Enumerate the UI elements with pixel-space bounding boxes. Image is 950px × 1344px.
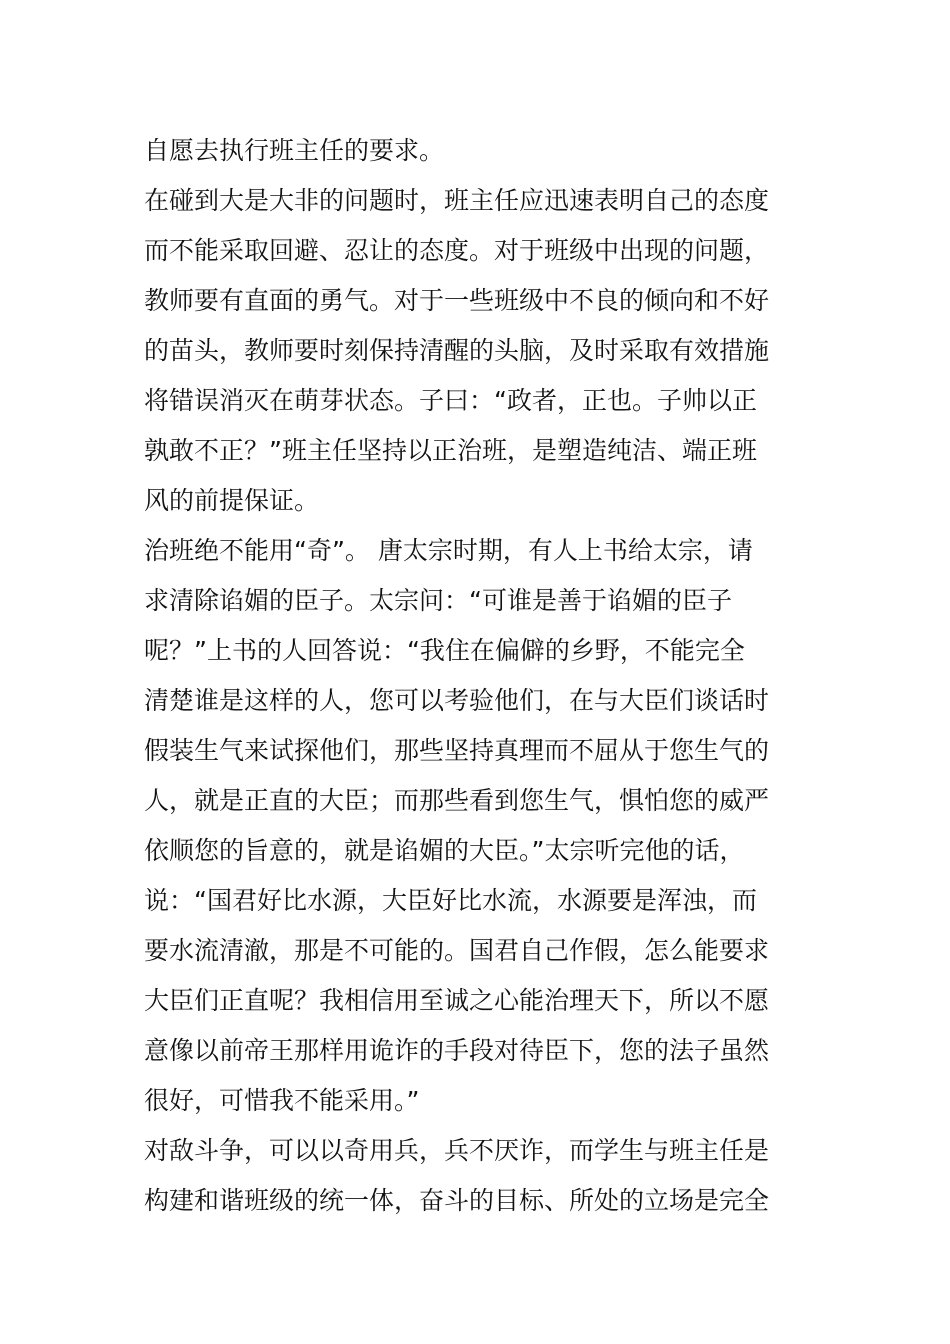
text-line-13: 假装生气来试探他们，那些坚持真理而不屈从于您生气的: [144, 736, 770, 765]
text-line-19: 意像以前帝王那样用诡诈的手段对待臣下，您的法子虽然: [144, 1036, 770, 1065]
text-line-1: 自愿去执行班主任的要求。: [144, 136, 445, 165]
text-line-12: 清楚谁是这样的人，您可以考验他们，在与大臣们谈话时: [144, 686, 770, 715]
text-line-5: 的苗头，教师要时刻保持清醒的头脑，及时采取有效措施: [144, 336, 770, 365]
text-line-17: 要水流清澈，那是不可能的。国君自己作假，怎么能要求: [144, 936, 770, 965]
text-line-7: 孰敢不正？”班主任坚持以正治班，是塑造纯洁、端正班: [144, 436, 757, 465]
text-line-16: 说：“国君好比水源，大臣好比水流，水源要是浑浊，而: [144, 886, 757, 915]
text-line-6: 将错误消灭在萌芽状态。子曰：“政者，正也。子帅以正: [144, 386, 757, 415]
text-line-14: 人，就是正直的大臣；而那些看到您生气，惧怕您的威严: [144, 786, 770, 815]
text-line-18: 大臣们正直呢？我相信用至诚之心能治理天下，所以不愿: [144, 986, 770, 1015]
text-line-20: 很好，可惜我不能采用。”: [144, 1086, 420, 1115]
text-line-2: 在碰到大是大非的问题时，班主任应迅速表明自己的态度: [144, 186, 770, 215]
text-line-11: 呢？”上书的人回答说：“我住在偏僻的乡野，不能完全: [144, 636, 745, 665]
text-line-22: 构建和谐班级的统一体，奋斗的目标、所处的立场是完全: [144, 1186, 770, 1215]
text-line-3: 而不能采取回避、忍让的态度。对于班级中出现的问题，: [144, 236, 770, 265]
body-text: [144, 126, 814, 1226]
text-line-4: 教师要有直面的勇气。对于一些班级中不良的倾向和不好: [144, 286, 770, 315]
text-line-8: 风的前提保证。: [144, 486, 320, 515]
text-line-21: 对敌斗争，可以以奇用兵，兵不厌诈，而学生与班主任是: [144, 1136, 770, 1165]
text-line-10: 求清除谄媚的臣子。太宗问：“可谁是善于谄媚的臣子: [144, 586, 732, 615]
text-line-15: 依顺您的旨意的，就是谄媚的大臣。”太宗听完他的话，: [144, 836, 745, 865]
text-line-9: 治班绝不能用“奇”。 唐太宗时期，有人上书给太宗，请: [144, 536, 753, 565]
